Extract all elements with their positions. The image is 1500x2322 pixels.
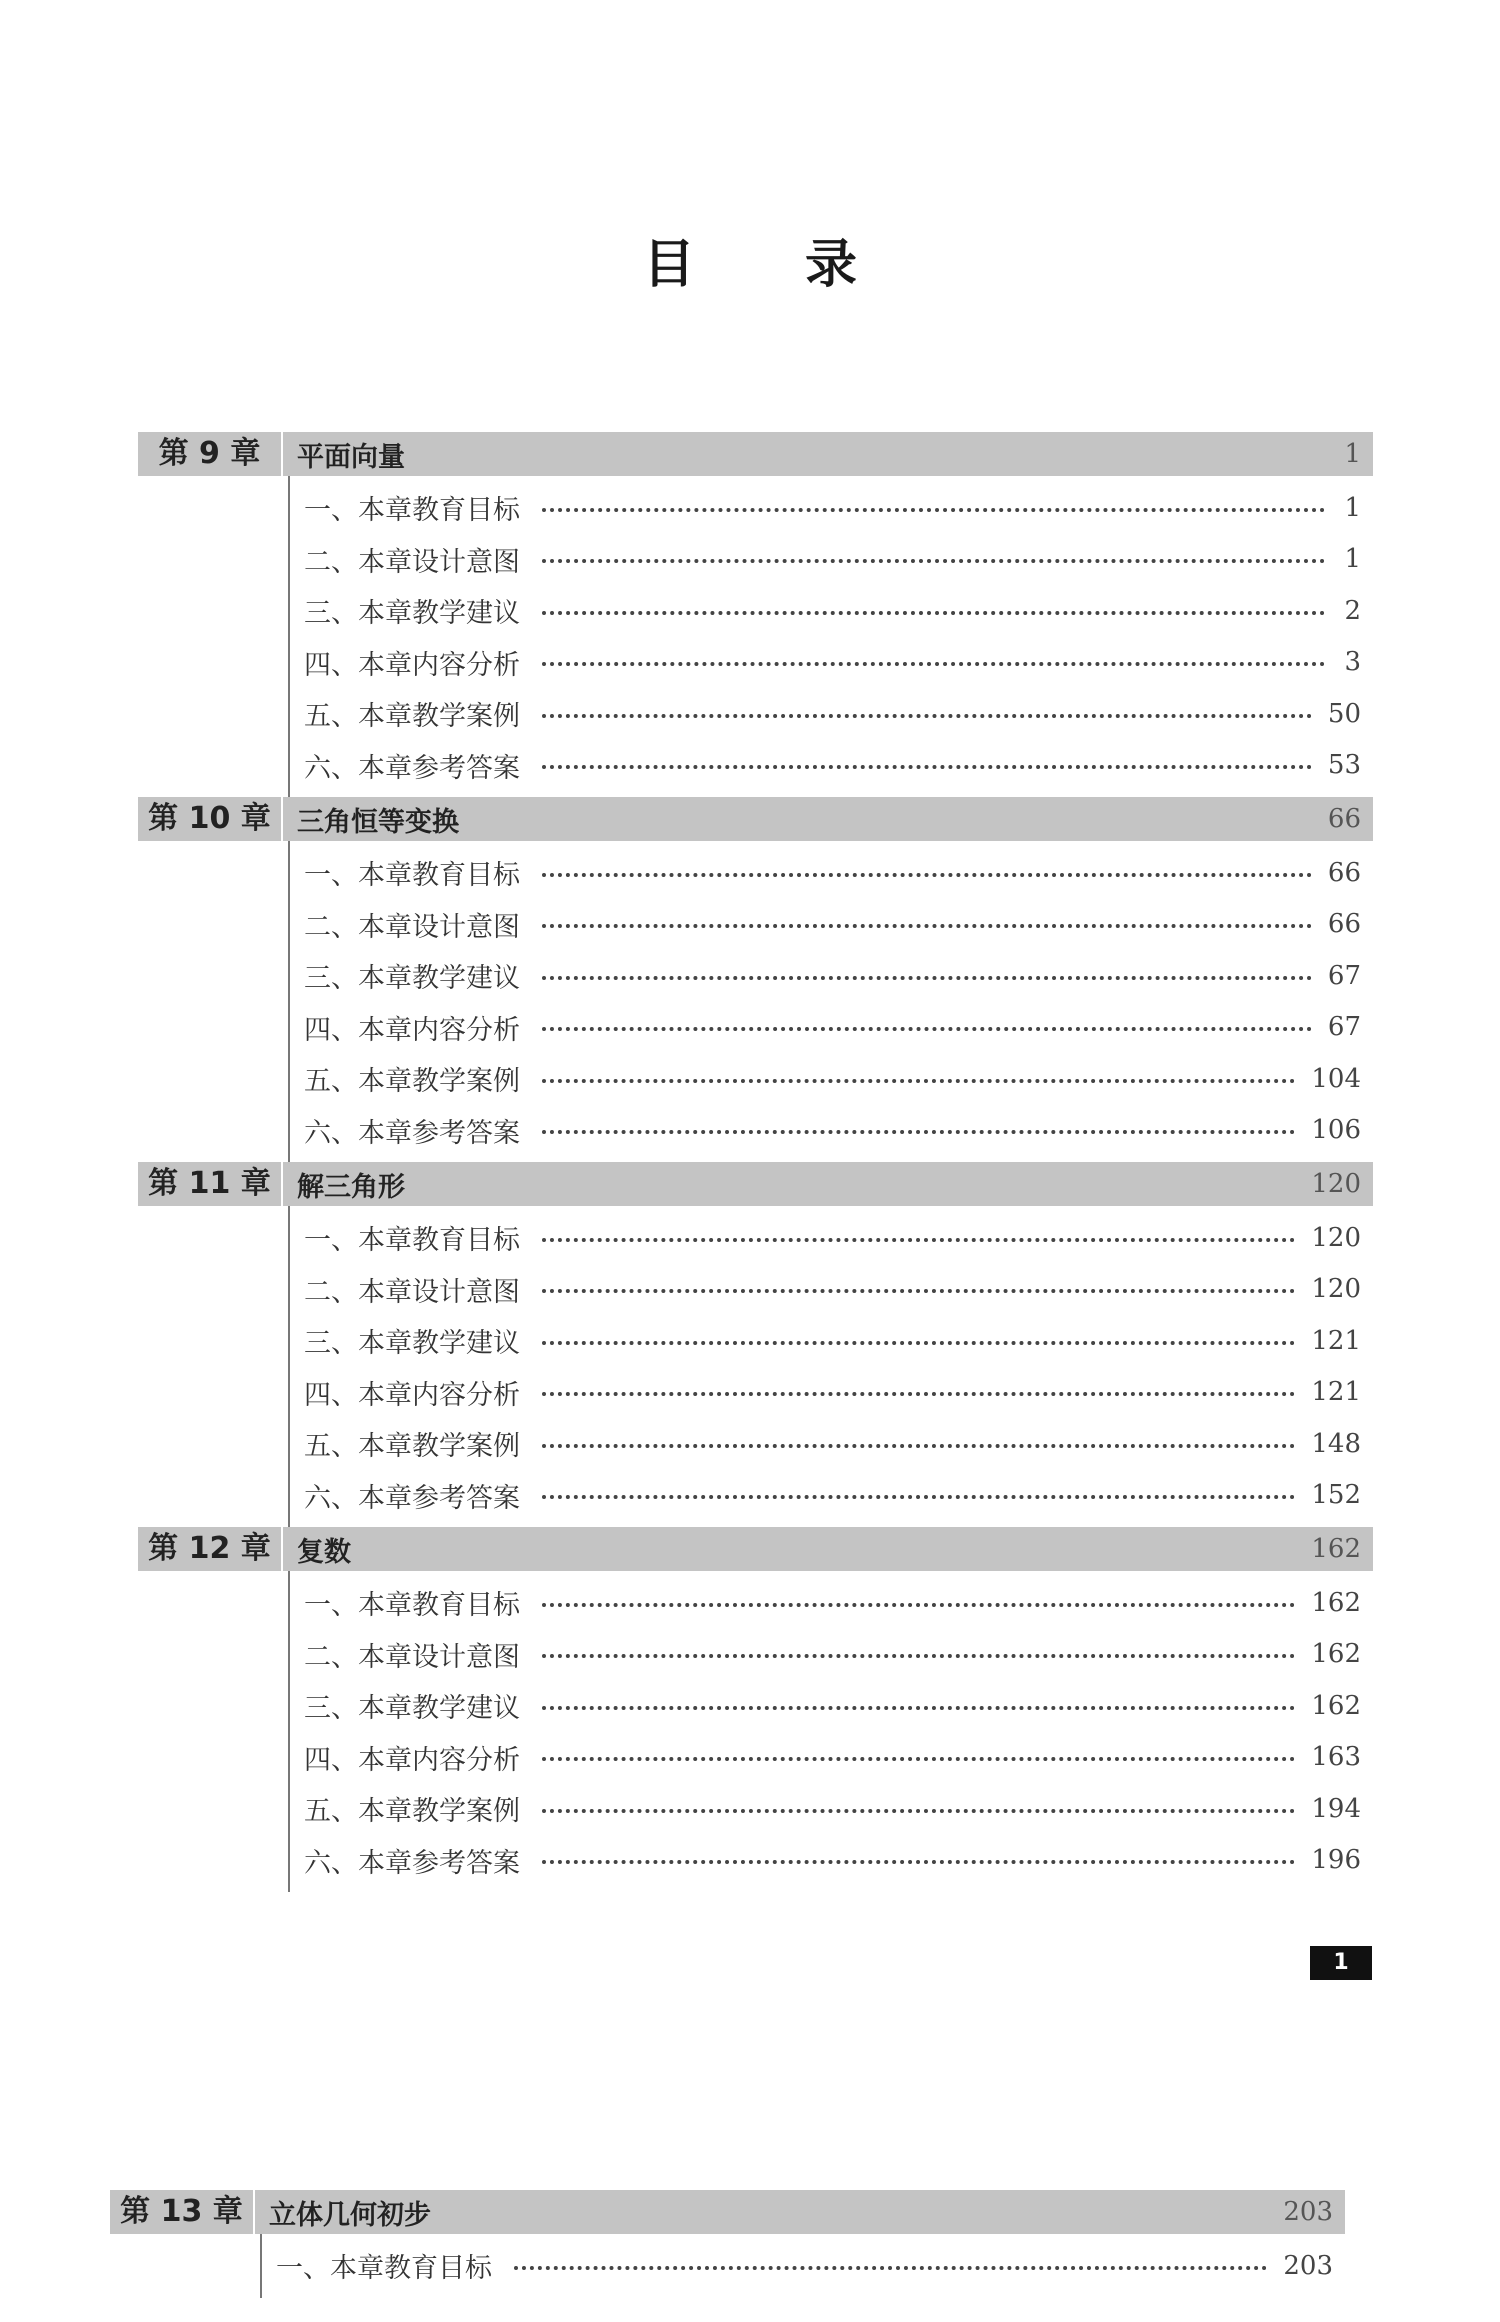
toc-entry-page: 152 — [1311, 1480, 1361, 1511]
toc-entry[interactable] — [290, 482, 1373, 534]
chapter-heading-bar[interactable] — [138, 1527, 1373, 1571]
dot-leader — [542, 1130, 1295, 1134]
dot-leader — [542, 1809, 1295, 1813]
toc-entry-title: 四、本章内容分析 — [304, 1014, 520, 1046]
toc-entry[interactable] — [290, 637, 1373, 689]
chapter-heading-bar[interactable] — [138, 432, 1373, 476]
toc-entry-title: 六、本章参考答案 — [304, 752, 520, 784]
toc-entry[interactable] — [290, 1264, 1373, 1316]
toc-title-char-1: 目 — [642, 235, 695, 295]
toc-entry-page: 120 — [1311, 1222, 1361, 1253]
toc-entry-title: 六、本章参考答案 — [304, 1117, 520, 1149]
toc-chapter — [138, 797, 1373, 1162]
toc-entry-title: 二、本章设计意图 — [304, 911, 520, 943]
toc-entry-page: 121 — [1311, 1377, 1361, 1408]
toc-entry-page: 163 — [1311, 1742, 1361, 1773]
dot-leader — [542, 1444, 1295, 1448]
toc-entry-title: 二、本章设计意图 — [304, 1276, 520, 1308]
toc-entry-page: 1 — [1344, 492, 1361, 523]
chapter-section-list — [288, 841, 1373, 1162]
chapter-page-number: 120 — [1311, 1169, 1361, 1199]
toc-entry-page: 2 — [1344, 595, 1361, 626]
toc-entry-title: 二、本章设计意图 — [304, 1641, 520, 1673]
chapter-section-list — [288, 1571, 1373, 1892]
dot-leader — [542, 1706, 1295, 1710]
toc-title — [0, 222, 1500, 297]
chapter-title: 三角恒等变换 — [297, 806, 459, 838]
toc-entry-title: 三、本章教学建议 — [304, 598, 520, 630]
toc-entry-title: 六、本章参考答案 — [304, 1482, 520, 1514]
toc-entry[interactable] — [290, 1470, 1373, 1522]
toc-entry-page: 67 — [1327, 960, 1361, 991]
toc-entry-title: 四、本章内容分析 — [304, 649, 520, 681]
toc-entry-page: 162 — [1311, 1639, 1361, 1670]
dot-leader — [542, 714, 1312, 718]
chapter-number: 第 10 章 — [138, 797, 283, 841]
dot-leader — [542, 1238, 1295, 1242]
toc-entry-title: 一、本章教育目标 — [276, 2253, 492, 2285]
toc-entry[interactable] — [262, 2240, 1345, 2292]
toc-entry[interactable] — [290, 585, 1373, 637]
chapter-title: 立体几何初步 — [269, 2199, 431, 2231]
dot-leader — [542, 765, 1312, 769]
toc-entry[interactable] — [290, 950, 1373, 1002]
toc-entry-title: 一、本章教育目标 — [304, 1590, 520, 1622]
dot-leader — [542, 662, 1325, 666]
toc-entry-title: 一、本章教育目标 — [304, 1225, 520, 1257]
toc-entry[interactable] — [290, 1315, 1373, 1367]
dot-leader — [542, 611, 1325, 615]
toc-entry-title: 一、本章教育目标 — [304, 860, 520, 892]
toc-entry[interactable] — [290, 1105, 1373, 1157]
toc-entry[interactable] — [290, 534, 1373, 586]
dot-leader — [542, 924, 1312, 928]
toc-entry[interactable] — [290, 740, 1373, 792]
toc-entry-title: 三、本章教学建议 — [304, 963, 520, 995]
toc-entry-page: 104 — [1311, 1063, 1361, 1094]
page-number-badge: 1 — [1310, 1946, 1372, 1980]
chapter-heading-bar[interactable] — [138, 1162, 1373, 1206]
toc-entry-page: 53 — [1327, 750, 1361, 781]
toc-entry-title: 五、本章教学案例 — [304, 1796, 520, 1828]
toc-entry-title: 四、本章内容分析 — [304, 1379, 520, 1411]
toc-entry-page: 66 — [1327, 857, 1361, 888]
dot-leader — [542, 1860, 1295, 1864]
dot-leader — [542, 1392, 1295, 1396]
chapter-section-list — [288, 1206, 1373, 1527]
dot-leader — [542, 1079, 1295, 1083]
toc-entry-page: 148 — [1311, 1428, 1361, 1459]
chapter-page-number: 66 — [1327, 804, 1361, 834]
chapter-heading-bar[interactable] — [138, 797, 1373, 841]
toc-entry-page: 3 — [1344, 647, 1361, 678]
chapter-number: 第 13 章 — [110, 2190, 255, 2234]
toc-entry[interactable] — [290, 1783, 1373, 1835]
chapter-page-number: 1 — [1344, 439, 1361, 469]
chapter-title: 解三角形 — [297, 1171, 405, 1203]
toc-chapter — [138, 1527, 1373, 1892]
toc-entry-title: 五、本章教学案例 — [304, 701, 520, 733]
toc-chapter — [138, 432, 1373, 797]
chapter-number: 第 9 章 — [138, 432, 283, 476]
chapter-title: 复数 — [297, 1536, 351, 1568]
toc-entry-title: 一、本章教育目标 — [304, 495, 520, 527]
dot-leader — [542, 976, 1312, 980]
dot-leader — [542, 1341, 1295, 1345]
toc-entry-page: 196 — [1311, 1845, 1361, 1876]
toc-entry-title: 二、本章设计意图 — [304, 546, 520, 578]
toc-entry-title: 四、本章内容分析 — [304, 1744, 520, 1776]
chapter-page-number: 203 — [1283, 2197, 1333, 2227]
chapter-section-list — [288, 476, 1373, 797]
toc-entry-page: 194 — [1311, 1793, 1361, 1824]
toc-entry-page: 67 — [1327, 1012, 1361, 1043]
toc-title-char-2: 录 — [805, 235, 858, 295]
toc-chapter — [110, 2190, 1345, 2298]
toc-entry-page: 66 — [1327, 909, 1361, 940]
toc-entry-page: 162 — [1311, 1587, 1361, 1618]
toc-entry-page: 121 — [1311, 1325, 1361, 1356]
toc-entry-title: 六、本章参考答案 — [304, 1847, 520, 1879]
toc-entry[interactable] — [290, 899, 1373, 951]
toc-entry[interactable] — [290, 1680, 1373, 1732]
chapter-section-list — [260, 2234, 1345, 2298]
dot-leader — [542, 873, 1312, 877]
toc-page-2 — [110, 2190, 1345, 2298]
toc-entry[interactable] — [290, 1002, 1373, 1054]
toc-entry[interactable] — [290, 1367, 1373, 1419]
toc-entry-page: 203 — [1283, 2250, 1333, 2281]
toc-entry[interactable] — [290, 1732, 1373, 1784]
toc-page-1 — [138, 432, 1373, 1892]
toc-entry[interactable] — [290, 1835, 1373, 1887]
chapter-number: 第 11 章 — [138, 1162, 283, 1206]
toc-entry-page: 120 — [1311, 1274, 1361, 1305]
toc-entry[interactable] — [290, 1577, 1373, 1629]
toc-entry-title: 三、本章教学建议 — [304, 1328, 520, 1360]
chapter-title: 平面向量 — [297, 441, 405, 473]
toc-entry-title: 三、本章教学建议 — [304, 1693, 520, 1725]
dot-leader — [542, 559, 1325, 563]
toc-entry[interactable] — [290, 688, 1373, 740]
dot-leader — [542, 1603, 1295, 1607]
chapter-number: 第 12 章 — [138, 1527, 283, 1571]
toc-entry-page: 1 — [1344, 544, 1361, 575]
dot-leader — [542, 1289, 1295, 1293]
toc-entry-page: 162 — [1311, 1690, 1361, 1721]
toc-entry-page: 106 — [1311, 1115, 1361, 1146]
dot-leader — [542, 1757, 1295, 1761]
toc-entry[interactable] — [290, 1418, 1373, 1470]
toc-entry-page: 50 — [1327, 698, 1361, 729]
toc-entry[interactable] — [290, 847, 1373, 899]
dot-leader — [542, 1027, 1312, 1031]
toc-chapter — [138, 1162, 1373, 1527]
dot-leader — [542, 508, 1325, 512]
chapter-page-number: 162 — [1311, 1534, 1361, 1564]
toc-entry[interactable] — [290, 1053, 1373, 1105]
toc-entry-title: 五、本章教学案例 — [304, 1066, 520, 1098]
dot-leader — [514, 2266, 1267, 2270]
chapter-heading-bar[interactable] — [110, 2190, 1345, 2234]
toc-entry[interactable] — [290, 1212, 1373, 1264]
dot-leader — [542, 1495, 1295, 1499]
dot-leader — [542, 1654, 1295, 1658]
toc-entry-title: 五、本章教学案例 — [304, 1431, 520, 1463]
toc-entry[interactable] — [290, 1629, 1373, 1681]
